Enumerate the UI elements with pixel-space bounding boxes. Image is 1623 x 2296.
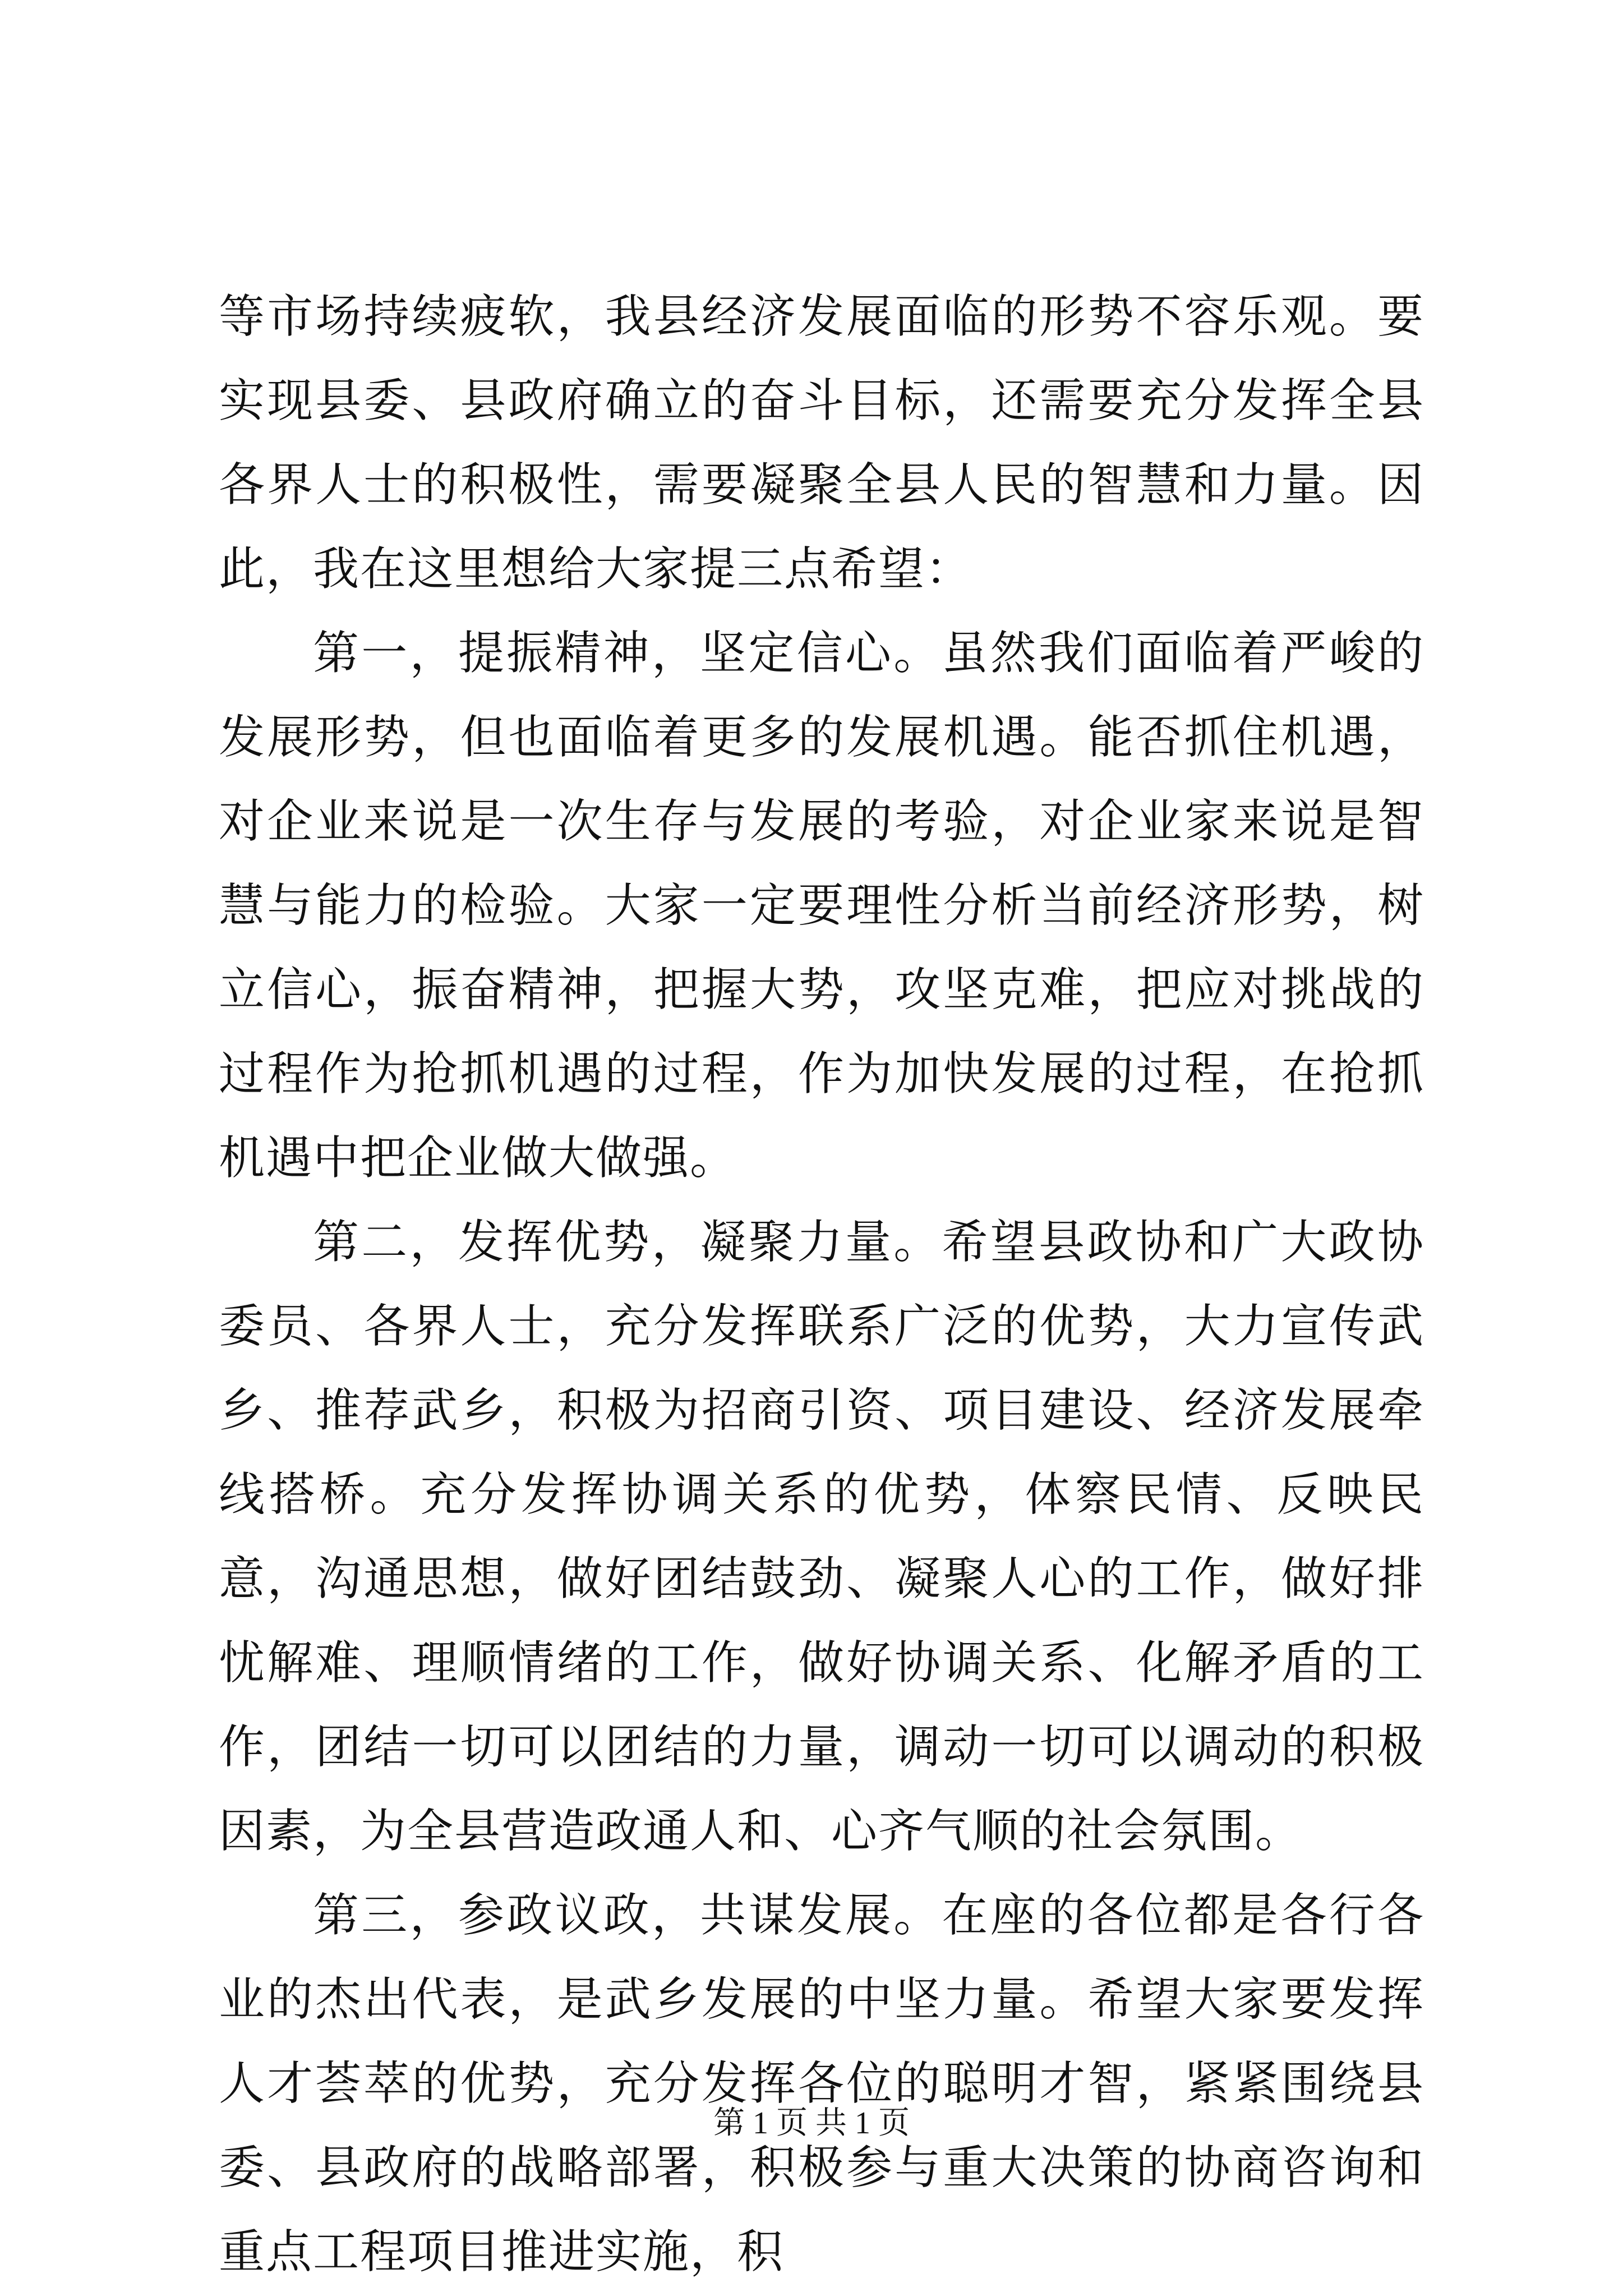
paragraph-continuation: 等市场持续疲软，我县经济发展面临的形势不容乐观。要实现县委、县政府确立的奋斗目标，还需要充分发挥全县各界人士的积极性，需要凝聚全县人民的智慧和力量。因此，我在这里想给大家提三点希望： xyxy=(219,290,1424,596)
paragraph-first-point: 第一，提振精神，坚定信心。虽然我们面临着严峻的发展形势，但也面临着更多的发展机遇。能否抓住机遇，对企业来说是一次生存与发展的考验，对企业家来说是智慧与能力的检验。大家一定要理性分析当前经济形势，树立信心，振奋精神，把握大势，攻坚克难，把应对挑战的过程作为抢抓机遇的过程，作为加快发展的过程，在抢抓机遇中把企业做大做强。 xyxy=(219,627,1424,1185)
paragraph-second-point: 第二，发挥优势，凝聚力量。希望县政协和广大政协委员、各界人士，充分发挥联系广泛的优势，大力宣传武乡、推荐武乡，积极为招商引资、项目建设、经济发展牵线搭桥。充分发挥协调关系的优势，体察民情、反映民意，沟通思想，做好团结鼓劲、凝聚人心的工作，做好排忧解难、理顺情绪的工作，做好协调关系、化解矛盾的工作，团结一切可以团结的力量，调动一切可以调动的积极因素，为全县营造政通人和、心齐气顺的社会氛围。 xyxy=(219,1216,1424,1858)
paragraph-third-point: 第三，参政议政，共谋发展。在座的各位都是各行各业的杰出代表，是武乡发展的中坚力量。希望大家要发挥人才荟萃的优势，充分发挥各位的聪明才智，紧紧围绕县委、县政府的战略部署，积极参与重大决策的协商咨询和重点工程项目推进实施，积 xyxy=(219,1889,1424,2279)
document-body xyxy=(219,275,1424,2294)
page-footer: 第 1 页 共 1 页 xyxy=(713,2106,910,2141)
